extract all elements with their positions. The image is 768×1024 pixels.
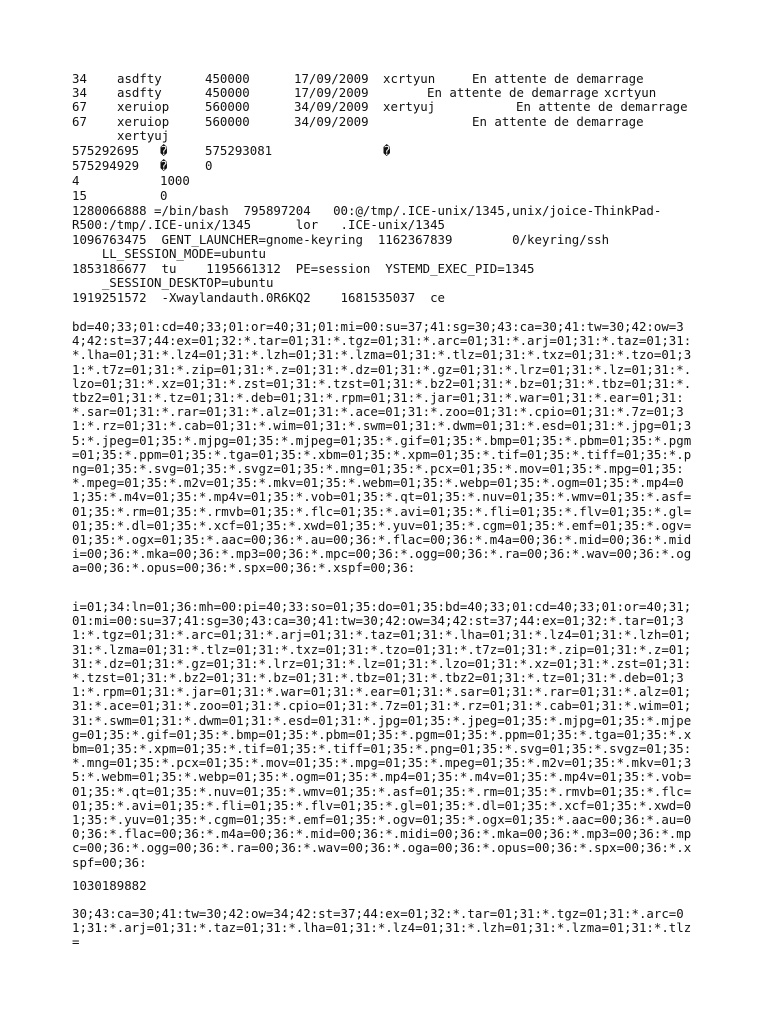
row-col-5: En attente de demarrage — [427, 85, 599, 100]
binary-col-1: 4 — [72, 173, 80, 188]
row-col-3: 560000 — [205, 99, 250, 114]
row-col-1: 34 — [72, 71, 87, 86]
row-col-3: 450000 — [205, 85, 250, 100]
env-line: 1853186677 tu 1195661312 PE=session YSTEMD_EXEC_PID=1345 — [72, 261, 535, 276]
env-line: 1919251572 -Xwaylandauth.0R6KQ2 1681535037 ce — [72, 290, 445, 305]
row-col-2: asdfty — [117, 85, 162, 100]
binary-col-3: 575293081 — [205, 143, 273, 158]
row-col-1: 34 — [72, 85, 87, 100]
row-col-2: asdfty — [117, 71, 162, 86]
env-line: 1096763475 GENT_LAUNCHER=gnome-keyring 1162367839 0/keyring/ssh — [72, 232, 610, 247]
id-line: 1030189882 — [72, 878, 147, 893]
row-col-4: 17/09/2009 — [294, 71, 369, 86]
row-col-2: xeruiop — [117, 99, 170, 114]
ls-colors-paragraph-2: i=01;34:ln=01;36:mh=00:pi=40;33:so=01;35:do=01;35:bd=40;33;01:cd=40;33;01:or=40;31;01:mi=00:su=37;41:sg=30;43:ca=30;41:tw=30;42:ow=34;42:st=37;44:ex=01;32:*.tar=01;31:*.tgz=01;31:*.arc=01;31:*.arj=01;31:*.taz=01;31:*.lha=01;31:*.lz4=01;31:*.lzh=01;31:*.lzma=01;31:*.tlz=01;31:*.txz=01;31:*.tzo=01;31:*.t7z=01;31:*.zip=01;31:*.z=01;31:*.dz=01;31:*.gz=01;31:*.lrz=01;31:*.lz=01;31:*.lzo=01;31:*.xz=01;31:*.zst=01;31:*.tzst=01;31:*.bz2=01;31:*.bz=01;31:*.tbz=01;31:*.tbz2=01;31:*.tz=01;31:*.deb=01;31:*.rpm=01;31:*.jar=01;31:*.war=01;31:*.ear=01;31:*.sar=01;31:*.rar=01;31:*.alz=01;31:*.ace=01;31:*.zoo=01;31:*.cpio=01;31:*.7z=01;31:*.rz=01;31:*.cab=01;31:*.wim=01;31:*.swm=01;31:*.dwm=01;31:*.esd=01;31:*.jpg=01;35:*.jpeg=01;35:*.mjpg=01;35:*.mjpeg=01;35:*.gif=01;35:*.bmp=01;35:*.pbm=01;35:*.pgm=01;35:*.ppm=01;35:*.tga=01;35:*.xbm=01;35:*.xpm=01;35:*.tif=01;35:*.tiff=01;35:*.png=01;35:*.svg=01;35:*.svgz=01;35:*.mng=01;35:*.pcx=01;35:*.mov=01;35:*.mpg=01;35:*.mpeg=01;35:*.m2v=01;35:*.mkv=01;35:*.webm=01;35:*.webp=01;35:*.ogm=01;35:*.mp4=01;35:*.m4v=01;35:*.mp4v=01;35:*.vob=01;35:*.qt=01;35:*.nuv=01;35:*.wmv=01;35:*.asf=01;35:*.rm=01;35:*.rmvb=01;35:*.flc=01;35:*.avi=01;35:*.fli=01;35:*.flv=01;35:*.gl=01;35:*.dl=01;35:*.xcf=01;35:*.xwd=01;35:*.yuv=01;35:*.cgm=01;35:*.emf=01;35:*.ogv=01;35:*.ogx=01;35:*.aac=00;36:*.au=00;36:*.flac=00;36:*.m4a=00;36:*.mid=00;36:*.midi=00;36:*.mka=00;36:*.mp3=00;36:*.mpc=00;36:*.ogg=00;36:*.ra=00;36:*.wav=00;36:*.oga=00;36:*.opus=00;36:*.spx=00;36:*.xspf=00;36: — [72, 599, 692, 870]
env-line: LL_SESSION_MODE=ubuntu — [72, 246, 266, 261]
env-line: 1280066888 =/bin/bash 795897204 00:@/tmp/.ICE-unix/1345,unix/joice-ThinkPad- — [72, 203, 662, 218]
binary-col-2: � — [160, 143, 168, 158]
binary-col-3: 0 — [205, 158, 213, 173]
env-line: R500:/tmp/.ICE-unix/1345 lor .ICE-unix/1345 — [72, 217, 445, 232]
ls-colors-paragraph-1: bd=40;33;01:cd=40;33;01:or=40;31;01:mi=00:su=37;41:sg=30;43:ca=30;41:tw=30;42:ow=34;42:st=37;44:ex=01;32:*.tar=01;31:*.tgz=01;31:*.arc=01;31:*.arj=01;31:*.taz=01;31:*.lha=01;31:*.lz4=01;31:*.lzh=01;31:*.lzma=01;31:*.tlz=01;31:*.txz=01;31:*.tzo=01;31:*.t7z=01;31:*.zip=01;31:*.z=01;31:*.dz=01;31:*.gz=01;31:*.lrz=01;31:*.lz=01;31:*.lzo=01;31:*.xz=01;31:*.zst=01;31:*.tzst=01;31:*.bz2=01;31:*.bz=01;31:*.tbz=01;31:*.tbz2=01;31:*.tz=01;31:*.deb=01;31:*.rpm=01;31:*.jar=01;31:*.war=01;31:*.ear=01;31:*.sar=01;31:*.rar=01;31:*.alz=01;31:*.ace=01;31:*.zoo=01;31:*.cpio=01;31:*.7z=01;31:*.rz=01;31:*.cab=01;31:*.wim=01;31:*.swm=01;31:*.dwm=01;31:*.esd=01;31:*.jpg=01;35:*.jpeg=01;35:*.mjpg=01;35:*.mjpeg=01;35:*.gif=01;35:*.bmp=01;35:*.pbm=01;35:*.pgm=01;35:*.ppm=01;35:*.tga=01;35:*.xbm=01;35:*.xpm=01;35:*.tif=01;35:*.tiff=01;35:*.png=01;35:*.svg=01;35:*.svgz=01;35:*.mng=01;35:*.pcx=01;35:*.mov=01;35:*.mpg=01;35:*.mpeg=01;35:*.m2v=01;35:*.mkv=01;35:*.webm=01;35:*.webp=01;35:*.ogm=01;35:*.mp4=01;35:*.m4v=01;35:*.mp4v=01;35:*.vob=01;35:*.qt=01;35:*.nuv=01;35:*.wmv=01;35:*.asf=01;35:*.rm=01;35:*.rmvb=01;35:*.flc=01;35:*.avi=01;35:*.fli=01;35:*.flv=01;35:*.gl=01;35:*.dl=01;35:*.xcf=01;35:*.xwd=01;35:*.yuv=01;35:*.cgm=01;35:*.emf=01;35:*.ogv=01;35:*.ogx=01;35:*.aac=00;36:*.au=00;36:*.flac=00;36:*.m4a=00;36:*.mid=00;36:*.midi=00;36:*.mka=00;36:*.mp3=00;36:*.mpc=00;36:*.ogg=00;36:*.ra=00;36:*.wav=00;36:*.oga=00;36:*.opus=00;36:*.spx=00;36:*.xspf=00;36: — [72, 319, 692, 576]
row-col-4: 34/09/2009 — [294, 99, 369, 114]
ls-colors-paragraph-3: 30;43:ca=30;41:tw=30;42:ow=34;42:st=37;44:ex=01;32:*.tar=01;31:*.tgz=01;31:*.arc=01;31:*.arj=01;31:*.taz=01;31:*.lha=01;31:*.lz4=01;31:*.lzh=01;31:*.lzma=01;31:*.tlz= — [72, 906, 692, 950]
row-col-5: xertyuj — [383, 99, 436, 114]
binary-col-2: 0 — [160, 188, 168, 203]
row-col-4: 34/09/2009 — [294, 114, 369, 129]
row-col-2: xertyuj — [117, 128, 170, 143]
row-col-1: 67 — [72, 114, 87, 129]
row-col-5: xcrtyun — [383, 71, 436, 86]
row-col-1: 67 — [72, 99, 87, 114]
env-line: _SESSION_DESKTOP=ubuntu — [72, 275, 274, 290]
row-col-2: xeruiop — [117, 114, 170, 129]
binary-col-1: 575292695 — [72, 143, 140, 158]
row-col-5: En attente de demarrage — [472, 114, 644, 129]
binary-col-2: 1000 — [160, 173, 190, 188]
row-col-6: En attente de demarrage — [516, 99, 688, 114]
row-col-6: xcrtyun — [604, 85, 657, 100]
binary-col-2: � — [160, 158, 168, 173]
row-col-3: 560000 — [205, 114, 250, 129]
binary-col-4: � — [383, 143, 391, 158]
row-col-4: 17/09/2009 — [294, 85, 369, 100]
row-col-6: En attente de demarrage — [472, 71, 644, 86]
binary-col-1: 575294929 — [72, 158, 140, 173]
binary-col-1: 15 — [72, 188, 87, 203]
row-col-3: 450000 — [205, 71, 250, 86]
